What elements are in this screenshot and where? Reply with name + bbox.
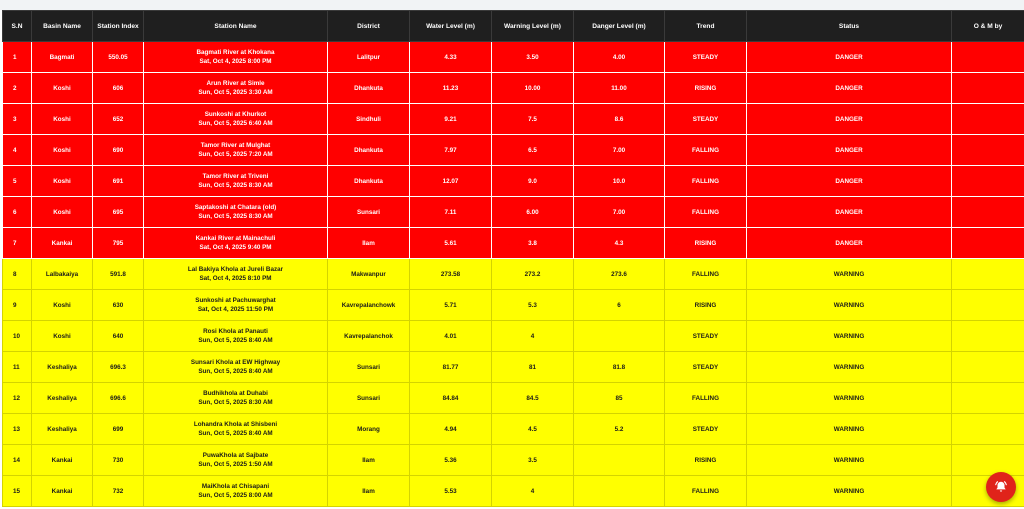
table-row[interactable] [3, 445, 1024, 476]
cell-danger-level: 273.6 [574, 259, 665, 290]
cell-trend: STEADY [665, 104, 747, 135]
reading-time-text: Sun, Oct 5, 2025 8:00 AM [198, 492, 273, 499]
cell-water-level: 4.94 [410, 414, 492, 445]
cell-basin: Kankai [32, 228, 93, 259]
table-row[interactable] [3, 414, 1024, 445]
cell-danger-level: 4.3 [574, 228, 665, 259]
station-name-text: Sunkoshi at Pachuwarghat [195, 297, 276, 304]
cell-station-name [144, 104, 328, 135]
cell-station-name [144, 73, 328, 104]
cell-sn: 4 [3, 135, 32, 166]
cell-water-level: 5.36 [410, 445, 492, 476]
cell-status: DANGER [747, 104, 952, 135]
reading-time-text: Sat, Oct 4, 2025 11:50 PM [197, 306, 274, 313]
cell-sn: 10 [3, 321, 32, 352]
cell-warning-level: 9.0 [492, 166, 574, 197]
river-monitoring-table [2, 10, 1024, 507]
station-name-text: Budhikhola at Duhabi [203, 390, 268, 397]
cell-status: WARNING [747, 383, 952, 414]
cell-station-index: 640 [93, 321, 144, 352]
reading-time-text: Sun, Oct 5, 2025 6:40 AM [198, 120, 273, 127]
col-header-basin[interactable]: Basin Name [32, 11, 93, 42]
reading-time-text: Sun, Oct 5, 2025 1:50 AM [198, 461, 273, 468]
cell-danger-level: 10.0 [574, 166, 665, 197]
station-name-text: Tamor River at Triveni [202, 173, 269, 180]
cell-sn: 12 [3, 383, 32, 414]
cell-warning-level: 5.3 [492, 290, 574, 321]
cell-warning-level: 4 [492, 321, 574, 352]
cell-water-level: 4.33 [410, 42, 492, 73]
table-header-row [3, 11, 1024, 42]
cell-station-name [144, 290, 328, 321]
cell-trend: FALLING [665, 197, 747, 228]
cell-danger-level: 85 [574, 383, 665, 414]
cell-warning-level: 6.5 [492, 135, 574, 166]
cell-station-name [144, 166, 328, 197]
reading-time-text: Sun, Oct 5, 2025 7:20 AM [198, 151, 273, 158]
cell-om-by [952, 166, 1024, 197]
cell-station-index: 730 [93, 445, 144, 476]
cell-trend: STEADY [665, 414, 747, 445]
cell-basin: Koshi [32, 197, 93, 228]
cell-station-name [144, 135, 328, 166]
cell-water-level: 84.84 [410, 383, 492, 414]
cell-status: DANGER [747, 197, 952, 228]
cell-status: WARNING [747, 414, 952, 445]
cell-basin: Koshi [32, 104, 93, 135]
cell-warning-level: 84.5 [492, 383, 574, 414]
cell-water-level: 7.97 [410, 135, 492, 166]
cell-station-name [144, 414, 328, 445]
cell-om-by [952, 352, 1024, 383]
cell-danger-level: 8.6 [574, 104, 665, 135]
reading-time-text: Sat, Oct 4, 2025 9:40 PM [199, 244, 272, 251]
station-name-text: Bagmati River at Khokana [196, 49, 275, 56]
cell-status: DANGER [747, 228, 952, 259]
cell-sn: 14 [3, 445, 32, 476]
cell-station-index: 691 [93, 166, 144, 197]
cell-om-by [952, 414, 1024, 445]
cell-om-by [952, 321, 1024, 352]
cell-sn: 8 [3, 259, 32, 290]
cell-station-name [144, 321, 328, 352]
cell-sn: 3 [3, 104, 32, 135]
cell-basin: Lalbakaiya [32, 259, 93, 290]
cell-om-by [952, 197, 1024, 228]
cell-danger-level [574, 445, 665, 476]
cell-district: Dhankuta [328, 73, 410, 104]
cell-water-level: 7.11 [410, 197, 492, 228]
reading-time-text: Sat, Oct 4, 2025 8:00 PM [199, 58, 272, 65]
station-name-text: Arun River at Simle [206, 80, 265, 87]
cell-danger-level [574, 476, 665, 507]
cell-warning-level: 81 [492, 352, 574, 383]
station-name-text: Sunsari Khola at EW Highway [190, 359, 281, 366]
cell-district: Dhankuta [328, 166, 410, 197]
cell-basin: Koshi [32, 135, 93, 166]
cell-trend: FALLING [665, 135, 747, 166]
table-row[interactable] [3, 166, 1024, 197]
reading-time-text: Sun, Oct 5, 2025 8:40 AM [198, 430, 273, 437]
cell-trend: RISING [665, 445, 747, 476]
cell-district: Makwanpur [328, 259, 410, 290]
cell-district: Dhankuta [328, 135, 410, 166]
table-row[interactable] [3, 321, 1024, 352]
cell-station-name [144, 352, 328, 383]
reading-time-text: Sat, Oct 4, 2025 8:10 PM [199, 275, 272, 282]
cell-station-index: 550.05 [93, 42, 144, 73]
cell-basin: Keshaliya [32, 383, 93, 414]
cell-trend: RISING [665, 73, 747, 104]
cell-district: Sindhuli [328, 104, 410, 135]
cell-sn: 1 [3, 42, 32, 73]
cell-station-index: 795 [93, 228, 144, 259]
cell-station-index: 591.8 [93, 259, 144, 290]
cell-om-by [952, 228, 1024, 259]
cell-trend: FALLING [665, 166, 747, 197]
cell-district: Ilam [328, 228, 410, 259]
cell-basin: Kankai [32, 476, 93, 507]
col-header-station-index[interactable]: Station Index [93, 11, 144, 42]
table-row[interactable] [3, 228, 1024, 259]
station-name-text: MaiKhola at Chisapani [201, 483, 270, 490]
table-row[interactable] [3, 73, 1024, 104]
cell-sn: 11 [3, 352, 32, 383]
cell-danger-level: 7.00 [574, 197, 665, 228]
cell-om-by [952, 73, 1024, 104]
table-row[interactable] [3, 383, 1024, 414]
cell-warning-level: 3.8 [492, 228, 574, 259]
cell-om-by [952, 383, 1024, 414]
station-name-text: Saptakoshi at Chatara (old) [194, 204, 277, 211]
cell-status: DANGER [747, 42, 952, 73]
cell-station-index: 699 [93, 414, 144, 445]
col-header-danger-level[interactable]: Danger Level (m) [574, 11, 665, 42]
cell-om-by [952, 290, 1024, 321]
cell-station-name [144, 445, 328, 476]
cell-district: Sunsari [328, 383, 410, 414]
cell-sn: 6 [3, 197, 32, 228]
cell-station-name [144, 476, 328, 507]
station-name-text: Tamor River at Mulghat [200, 142, 271, 149]
cell-station-index: 696.3 [93, 352, 144, 383]
cell-trend: STEADY [665, 321, 747, 352]
cell-water-level: 9.21 [410, 104, 492, 135]
table-row[interactable] [3, 476, 1024, 507]
cell-station-index: 695 [93, 197, 144, 228]
cell-sn: 13 [3, 414, 32, 445]
reading-time-text: Sun, Oct 5, 2025 8:30 AM [198, 182, 273, 189]
cell-station-index: 696.6 [93, 383, 144, 414]
cell-status: WARNING [747, 290, 952, 321]
cell-sn: 9 [3, 290, 32, 321]
table-row[interactable] [3, 42, 1024, 73]
col-header-sn[interactable]: S.N [3, 11, 32, 42]
cell-district: Kavrepalanchowk [328, 290, 410, 321]
reading-time-text: Sun, Oct 5, 2025 8:30 AM [198, 213, 273, 220]
cell-basin: Koshi [32, 166, 93, 197]
col-header-district[interactable]: District [328, 11, 410, 42]
cell-sn: 2 [3, 73, 32, 104]
station-name-text: PuwaKhola at Sajbate [202, 452, 269, 459]
col-header-om-by[interactable]: O & M by [952, 11, 1024, 42]
cell-water-level: 5.53 [410, 476, 492, 507]
cell-sn: 7 [3, 228, 32, 259]
cell-basin: Koshi [32, 321, 93, 352]
cell-station-index: 606 [93, 73, 144, 104]
cell-station-name [144, 383, 328, 414]
station-name-text: Sunkoshi at Khurkot [204, 111, 267, 118]
cell-sn: 5 [3, 166, 32, 197]
cell-station-index: 630 [93, 290, 144, 321]
cell-station-index: 690 [93, 135, 144, 166]
cell-trend: STEADY [665, 352, 747, 383]
cell-status: DANGER [747, 135, 952, 166]
alert-button[interactable] [986, 472, 1016, 502]
cell-danger-level: 11.00 [574, 73, 665, 104]
cell-water-level: 81.77 [410, 352, 492, 383]
cell-district: Sunsari [328, 197, 410, 228]
cell-station-name [144, 228, 328, 259]
reading-time-text: Sun, Oct 5, 2025 3:30 AM [198, 89, 273, 96]
cell-basin: Kankai [32, 445, 93, 476]
cell-district: Ilam [328, 445, 410, 476]
cell-station-name [144, 197, 328, 228]
col-header-station-name[interactable]: Station Name [144, 11, 328, 42]
cell-district: Ilam [328, 476, 410, 507]
cell-warning-level: 273.2 [492, 259, 574, 290]
reading-time-text: Sun, Oct 5, 2025 8:40 AM [198, 368, 273, 375]
cell-om-by [952, 445, 1024, 476]
cell-danger-level: 81.8 [574, 352, 665, 383]
cell-district: Kavrepalanchok [328, 321, 410, 352]
cell-warning-level: 10.00 [492, 73, 574, 104]
cell-sn: 15 [3, 476, 32, 507]
cell-trend: FALLING [665, 476, 747, 507]
cell-danger-level: 7.00 [574, 135, 665, 166]
cell-status: WARNING [747, 476, 952, 507]
cell-water-level: 5.61 [410, 228, 492, 259]
cell-warning-level: 6.00 [492, 197, 574, 228]
cell-station-index: 732 [93, 476, 144, 507]
cell-trend: FALLING [665, 259, 747, 290]
cell-danger-level: 5.2 [574, 414, 665, 445]
cell-danger-level: 4.00 [574, 42, 665, 73]
cell-status: WARNING [747, 352, 952, 383]
cell-basin: Koshi [32, 73, 93, 104]
top-strip [0, 0, 1024, 10]
cell-danger-level [574, 321, 665, 352]
cell-warning-level: 4.5 [492, 414, 574, 445]
table-row[interactable] [3, 135, 1024, 166]
cell-water-level: 11.23 [410, 73, 492, 104]
col-header-trend[interactable]: Trend [665, 11, 747, 42]
cell-danger-level: 6 [574, 290, 665, 321]
cell-basin: Keshaliya [32, 414, 93, 445]
cell-trend: FALLING [665, 383, 747, 414]
cell-trend: RISING [665, 228, 747, 259]
table-row[interactable] [3, 259, 1024, 290]
cell-water-level: 12.07 [410, 166, 492, 197]
station-name-text: Lohandra Khola at Shisbeni [193, 421, 278, 428]
cell-status: DANGER [747, 73, 952, 104]
cell-district: Lalitpur [328, 42, 410, 73]
cell-station-index: 652 [93, 104, 144, 135]
bell-alert-icon [994, 480, 1008, 494]
col-header-warning-level[interactable]: Warning Level (m) [492, 11, 574, 42]
cell-warning-level: 7.5 [492, 104, 574, 135]
cell-water-level: 4.01 [410, 321, 492, 352]
cell-basin: Keshaliya [32, 352, 93, 383]
table-body [3, 42, 1024, 507]
cell-status: WARNING [747, 259, 952, 290]
cell-om-by [952, 135, 1024, 166]
cell-status: WARNING [747, 321, 952, 352]
cell-basin: Bagmati [32, 42, 93, 73]
reading-time-text: Sun, Oct 5, 2025 8:30 AM [198, 399, 273, 406]
cell-warning-level: 3.5 [492, 445, 574, 476]
table-row[interactable] [3, 290, 1024, 321]
cell-warning-level: 3.50 [492, 42, 574, 73]
cell-water-level: 273.58 [410, 259, 492, 290]
cell-basin: Koshi [32, 290, 93, 321]
table-row[interactable] [3, 104, 1024, 135]
station-name-text: Lal Bakiya Khola at Jureli Bazar [187, 266, 284, 273]
station-name-text: Kankai River at Mainachuli [195, 235, 276, 242]
cell-station-name [144, 42, 328, 73]
cell-station-name [144, 259, 328, 290]
cell-warning-level: 4 [492, 476, 574, 507]
station-name-text: Rosi Khola at Panauti [203, 328, 268, 335]
cell-om-by [952, 104, 1024, 135]
cell-district: Sunsari [328, 352, 410, 383]
table-row[interactable] [3, 352, 1024, 383]
cell-trend: STEADY [665, 42, 747, 73]
cell-om-by [952, 259, 1024, 290]
col-header-status[interactable]: Status [747, 11, 952, 42]
cell-district: Morang [328, 414, 410, 445]
cell-status: DANGER [747, 166, 952, 197]
reading-time-text: Sun, Oct 5, 2025 8:40 AM [198, 337, 273, 344]
cell-status: WARNING [747, 445, 952, 476]
cell-om-by [952, 42, 1024, 73]
col-header-water-level[interactable]: Water Level (m) [410, 11, 492, 42]
cell-trend: RISING [665, 290, 747, 321]
cell-water-level: 5.71 [410, 290, 492, 321]
table-row[interactable] [3, 197, 1024, 228]
